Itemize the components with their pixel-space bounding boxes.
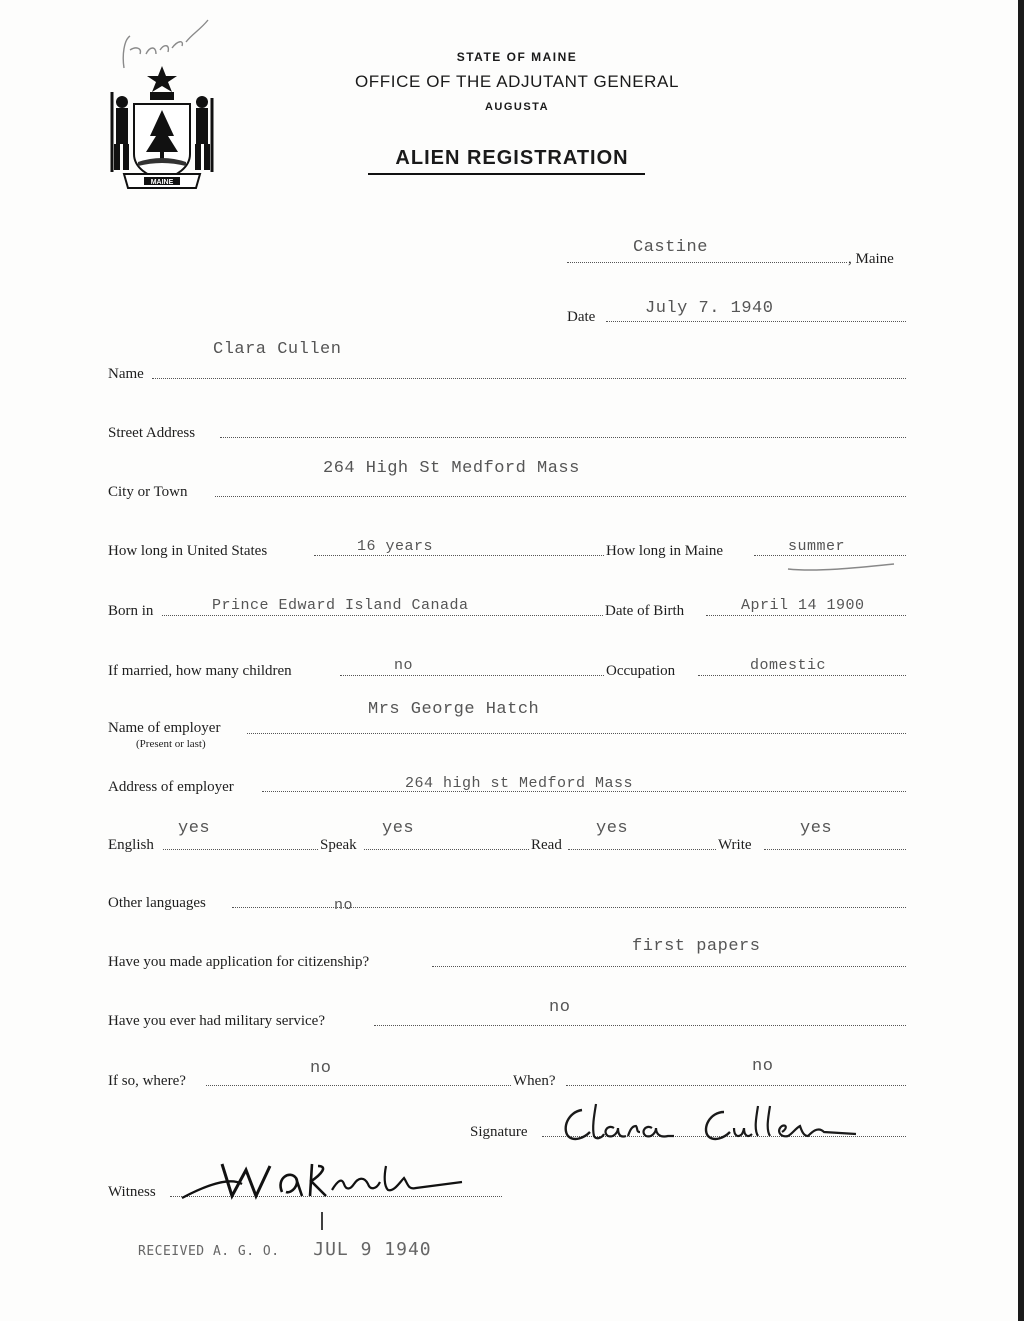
read-value[interactable]: yes [596,819,629,838]
employer-name-value[interactable]: Mrs George Hatch [368,700,540,719]
english-line [163,849,318,850]
write-label: Write [718,837,752,853]
where-label: If so, where? [108,1073,186,1089]
citizenship-value[interactable]: first papers [632,937,761,956]
stamp-date: JUL 9 1940 [313,1239,432,1260]
english-value[interactable]: yes [178,819,211,838]
date-label: Date [567,309,596,325]
header-city: AUGUSTA [484,101,550,113]
date-of-birth-value[interactable]: April 14 1900 [741,597,865,614]
military-label: Have you ever had military service? [108,1013,325,1029]
occupation-value[interactable]: domestic [750,657,827,674]
signature-handwriting[interactable] [556,1098,866,1153]
employer-address-value[interactable]: 264 high st Medford Mass [405,775,634,792]
children-label: If married, how many children [108,663,292,679]
name-line [152,378,906,379]
write-line [764,849,906,850]
svg-text:MAINE: MAINE [150,179,174,186]
maine-duration-line [754,555,906,556]
city-line [215,496,906,497]
citizenship-label: Have you made application for citizenship? [108,954,370,970]
name-value[interactable]: Clara Cullen [213,340,342,359]
witness-label: Witness [108,1184,156,1200]
read-label: Read [531,837,562,853]
town-label: , Maine [848,251,894,267]
employer-name-label: Name of employer [108,720,221,736]
occupation-line [698,675,906,676]
other-languages-value[interactable]: no [334,897,354,914]
date-line [606,321,906,322]
military-line [374,1025,906,1026]
read-line [568,849,716,850]
when-label: When? [513,1073,556,1089]
stamp-prefix: RECEIVED A. G. O. [138,1244,280,1259]
speak-line [364,849,529,850]
children-line [340,675,604,676]
pencil-underline [786,560,896,579]
when-value[interactable]: no [752,1057,774,1076]
town-line [567,262,847,263]
signature-label: Signature [470,1124,528,1140]
witness-signature[interactable] [172,1152,472,1237]
city-label: City or Town [108,484,188,500]
born-in-line [162,615,603,616]
employer-name-line [247,733,906,734]
us-duration-label: How long in United States [108,543,268,559]
when-line [566,1085,906,1086]
citizenship-line [432,966,906,967]
received-stamp [138,1239,432,1260]
date-of-birth-label: Date of Birth [605,603,685,619]
name-label: Name [108,366,144,382]
date-of-birth-line [706,615,906,616]
street-address-label: Street Address [108,425,196,441]
where-value[interactable]: no [310,1059,332,1078]
header-office: OFFICE OF THE ADJUTANT GENERAL [354,72,680,91]
born-in-label: Born in [108,603,154,619]
employer-address-label: Address of employer [108,779,234,795]
town-value[interactable]: Castine [633,238,708,257]
maine-duration-value[interactable]: summer [788,538,846,555]
scan-border [1018,0,1024,1321]
us-duration-line [314,555,604,556]
speak-label: Speak [320,837,357,853]
born-in-value[interactable]: Prince Edward Island Canada [212,597,469,614]
form-title: ALIEN REGISTRATION [395,147,629,169]
other-languages-label: Other languages [108,895,206,911]
title-underline [368,173,645,175]
english-label: English [108,837,154,853]
write-value[interactable]: yes [800,819,833,838]
occupation-label: Occupation [606,663,676,679]
date-value[interactable]: July 7. 1940 [645,299,774,318]
street-address-line [220,437,906,438]
city-value[interactable]: 264 High St Medford Mass [323,459,580,478]
where-line [206,1085,511,1086]
employer-name-sublabel: (Present or last) [136,738,206,750]
header-state: STATE OF MAINE [456,50,578,64]
military-value[interactable]: no [549,998,571,1017]
maine-duration-label: How long in Maine [606,543,724,559]
speak-value[interactable]: yes [382,819,415,838]
children-value[interactable]: no [394,657,414,674]
us-duration-value[interactable]: 16 years [357,538,434,555]
